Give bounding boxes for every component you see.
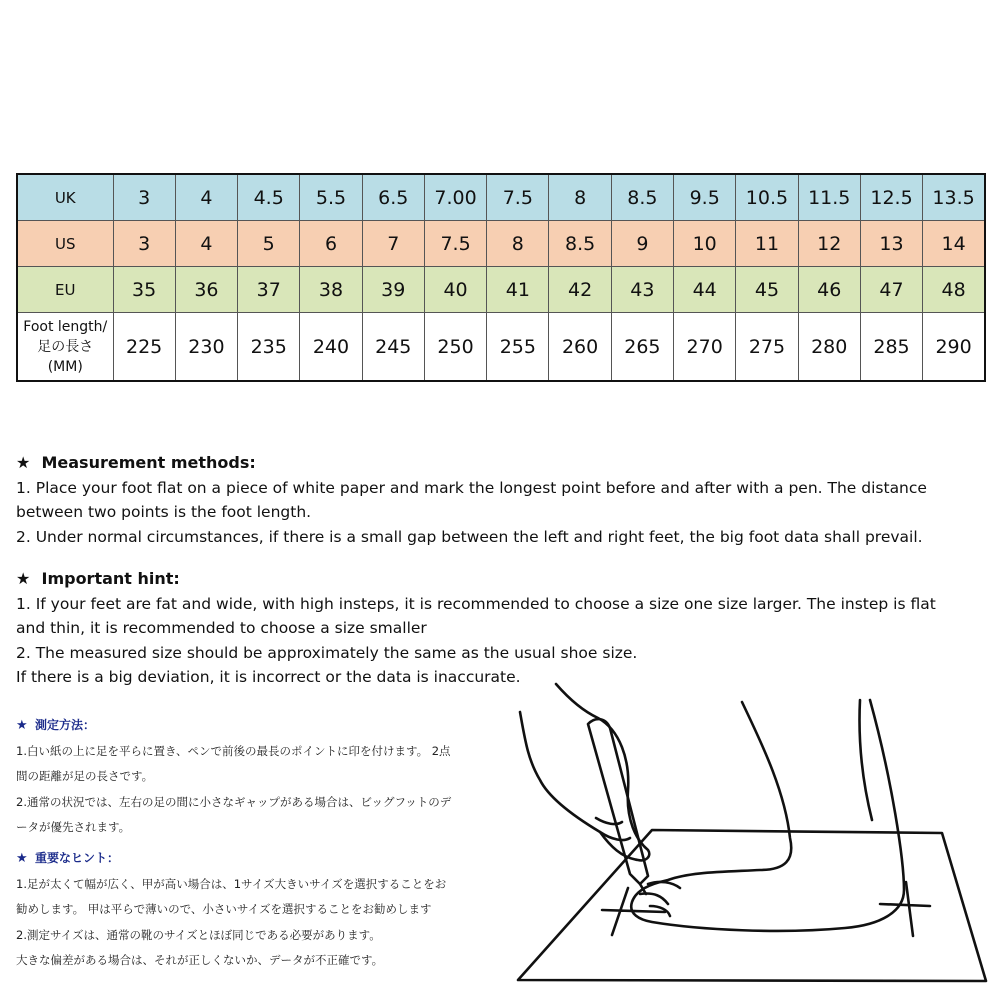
uk-size-row [17,174,985,221]
jp-instruction-line: 間の距離が足の長さです。 [16,769,154,783]
eu-size-cell: 38 [300,267,362,313]
eu-size-cell: 35 [113,267,175,313]
instruction-line: between two points is the foot length. [16,503,312,521]
foot-length-cell: 245 [362,313,424,382]
us-size-cell: 5 [238,221,300,267]
uk-size-cell: 8.5 [611,174,673,221]
foot-length-row [17,313,985,382]
uk-size-cell: 9.5 [674,174,736,221]
hint-line: and thin, it is recommended to choose a size smaller [16,619,427,637]
uk-size-cell: 5.5 [300,174,362,221]
foot-length-cell: 280 [798,313,860,382]
eu-size-cell: 42 [549,267,611,313]
hint-line: If there is a big deviation, it is incorrect or the data is inaccurate. [16,668,521,686]
jp-hint-heading: ★ 重要なヒント： [16,851,119,866]
us-size-cell: 4 [175,221,237,267]
jp-hint-line: 大きな偏差がある場合は、それが正しくないか、データが不正確です。 [16,953,384,967]
uk-size-cell: 4.5 [238,174,300,221]
eu-size-cell: 36 [175,267,237,313]
eu-size-cell: 47 [860,267,922,313]
us-size-cell: 11 [736,221,798,267]
star-icon: ★ [16,453,31,472]
foot-length-label-jp: 足の長さ [37,338,94,355]
foot-length-cell: 270 [674,313,736,382]
jp-hint-line: 2.測定サイズは、通常の靴のサイズとほぼ同じである必要があります。 [16,927,381,942]
uk-size-cell: 4 [175,174,237,221]
star-icon: ★ [16,851,28,866]
foot-length-cell: 240 [300,313,362,382]
us-size-cell: 6 [300,221,362,267]
jp-hint-line: 勧めします。 甲は平らで薄いので、小さいサイズを選択することをお勧めします [16,902,432,916]
foot-length-cell: 235 [238,313,300,382]
finger-lines [596,818,630,840]
uk-size-cell: 8 [549,174,611,221]
foot-length-cell: 275 [736,313,798,382]
us-size-cell: 3 [113,221,175,267]
us-size-row [17,221,985,267]
measurement-methods-section [16,451,991,549]
us-size-cell: 14 [923,221,985,267]
uk-header-cell: UK [17,174,113,221]
foot-length-cell: 230 [175,313,237,382]
eu-size-cell: 43 [611,267,673,313]
us-size-cell: 7 [362,221,424,267]
star-icon: ★ [16,569,31,588]
jp-instruction-line: ータが優先されます。 [16,820,131,834]
jp-methods-heading: ★ 測定方法： [16,718,95,733]
uk-size-cell: 13.5 [923,174,985,221]
eu-size-row [17,267,985,313]
jp-hint-line: 1.足が太くて幅が広く、甲が高い場合は、1サイズ大きいサイズを選択することをお [16,876,447,891]
instruction-line: 1. Place your foot flat on a piece of white paper and mark the longest point before and after with a pen. The distance [16,478,927,497]
us-size-cell: 7.5 [424,221,486,267]
jp-instruction-line: 2.通常の状況では、左右の足の間に小さなギャップがある場合は、ビッグフットのデ [16,794,452,809]
eu-size-cell: 46 [798,267,860,313]
us-header-cell: US [17,221,113,267]
hint-line: 1. If your feet are fat and wide, with high insteps, it is recommended to choose a size one size larger. The instep is flat [16,594,936,613]
us-size-cell: 9 [611,221,673,267]
foot-length-unit: (MM) [47,358,83,375]
foot-length-cell: 285 [860,313,922,382]
jp-instruction-line: 1.白い紙の上に足を平らに置き、ペンで前後の最長のポイントに印を付けます。 2点 [16,743,451,758]
leg-outline [631,700,904,931]
eu-size-cell: 37 [238,267,300,313]
foot-length-cell: 265 [611,313,673,382]
us-size-cell: 13 [860,221,922,267]
size-chart-table [16,173,986,382]
important-hint-section [16,567,991,690]
uk-size-cell: 7.00 [424,174,486,221]
uk-size-cell: 6.5 [362,174,424,221]
foot-length-cell: 225 [113,313,175,382]
foot-length-cell: 290 [923,313,985,382]
foot-length-cell: 260 [549,313,611,382]
eu-size-cell: 41 [487,267,549,313]
instruction-line: 2. Under normal circumstances, if there is a small gap between the left and right feet, the big foot data shall prevail. [16,527,923,546]
foot-length-cell: 250 [424,313,486,382]
us-size-cell: 10 [674,221,736,267]
eu-size-cell: 48 [923,267,985,313]
eu-size-cell: 40 [424,267,486,313]
jp-measurement-methods-section [16,713,496,841]
us-size-cell: 12 [798,221,860,267]
foot-measuring-drawing-icon [500,676,995,994]
foot-length-cell: 255 [487,313,549,382]
foot-length-label-en: Foot length/ [23,318,108,335]
foot-length-header-cell [17,313,113,382]
jp-important-hint-section [16,846,496,974]
eu-size-cell: 39 [362,267,424,313]
star-icon: ★ [16,718,28,733]
measurement-methods-heading: ★ Measurement methods: [16,453,256,472]
uk-size-cell: 3 [113,174,175,221]
uk-size-cell: 12.5 [860,174,922,221]
eu-header-cell: EU [17,267,113,313]
eu-size-cell: 44 [674,267,736,313]
uk-size-cell: 11.5 [798,174,860,221]
important-hint-heading: ★ Important hint: [16,569,180,588]
us-size-cell: 8.5 [549,221,611,267]
uk-size-cell: 10.5 [736,174,798,221]
hint-line: 2. The measured size should be approximately the same as the usual shoe size. [16,643,638,662]
uk-size-cell: 7.5 [487,174,549,221]
eu-size-cell: 45 [736,267,798,313]
us-size-cell: 8 [487,221,549,267]
leg-back-line [860,700,873,820]
hand-outline [520,684,649,860]
